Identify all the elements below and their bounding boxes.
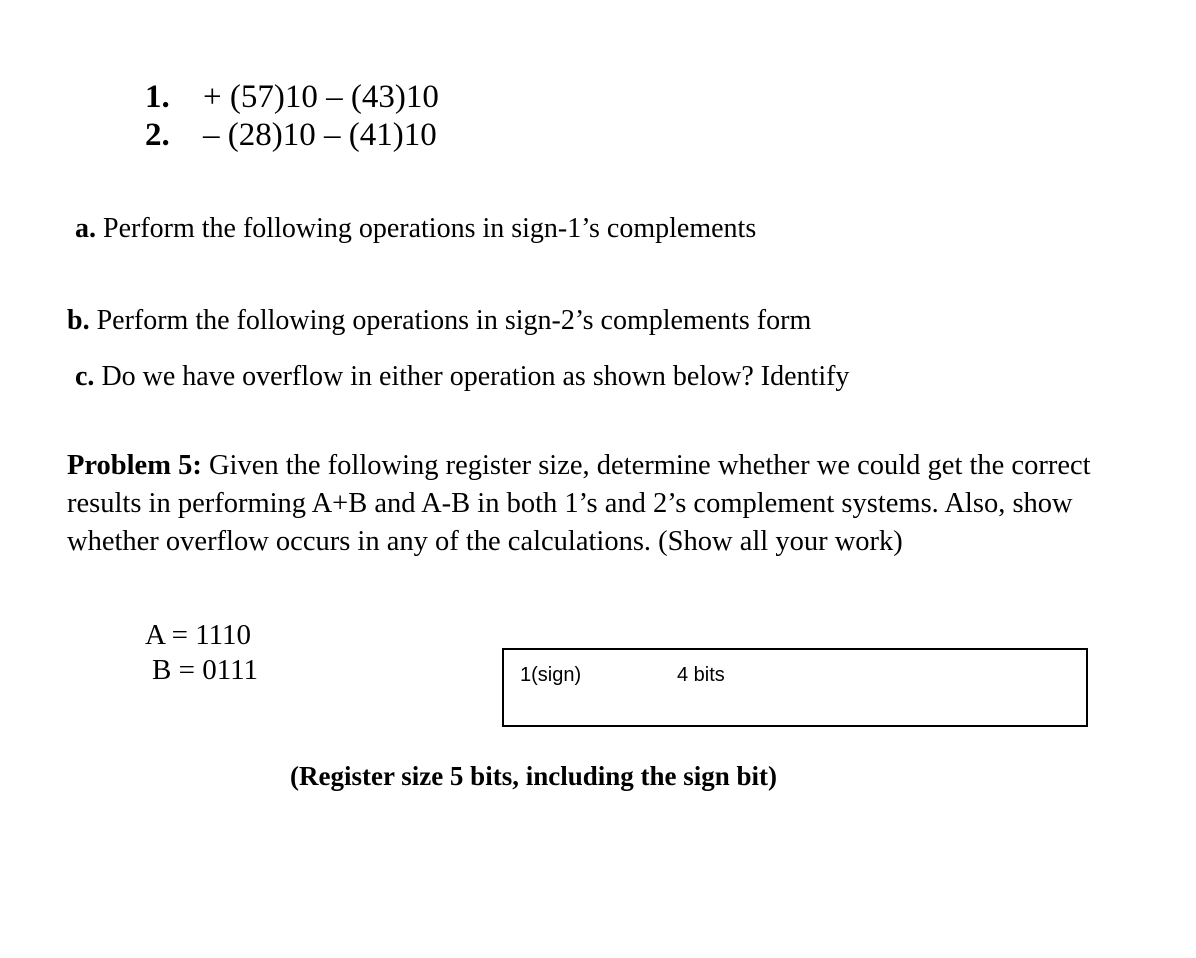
- problem-5-text: Given the following register size, determine whether we could get the correct results in performing A+B and A-B in both 1’s and 2’s complement systems. Also, show whether overflow occurs in any of the calculations. (Show all your work): [67, 450, 1091, 557]
- part-a-label: a.: [75, 213, 96, 244]
- register-a-value: A = 1110: [145, 619, 252, 651]
- list-expression-2: – (28)10 – (41)10: [203, 117, 437, 153]
- problem-5-paragraph: [67, 447, 1107, 561]
- register-diagram: [502, 648, 1088, 727]
- part-c: [75, 360, 849, 394]
- register-caption: (Register size 5 bits, including the sign bit): [290, 761, 778, 791]
- list-number-1: 1.: [145, 79, 170, 115]
- part-a: [75, 212, 756, 246]
- part-c-text: Do we have overflow in either operation as shown below? Identify: [94, 361, 850, 392]
- list-expression-1: + (57)10 – (43)10: [203, 79, 439, 115]
- list-item-2: [145, 116, 437, 154]
- list-item-1: [145, 78, 439, 116]
- magnitude-bits-label: 4 bits: [677, 664, 725, 686]
- sign-bit-label: 1(sign): [520, 664, 582, 686]
- list-number-2: 2.: [145, 117, 170, 153]
- part-c-label: c.: [75, 361, 95, 392]
- part-a-text: Perform the following operations in sign-1’s complements: [96, 213, 757, 244]
- part-b-label: b.: [67, 305, 90, 336]
- part-b-text: Perform the following operations in sign-2’s complements form: [89, 305, 812, 336]
- register-b-value: B = 0111: [152, 654, 259, 686]
- part-b: [67, 304, 811, 338]
- problem-5-label: Problem 5:: [67, 450, 202, 481]
